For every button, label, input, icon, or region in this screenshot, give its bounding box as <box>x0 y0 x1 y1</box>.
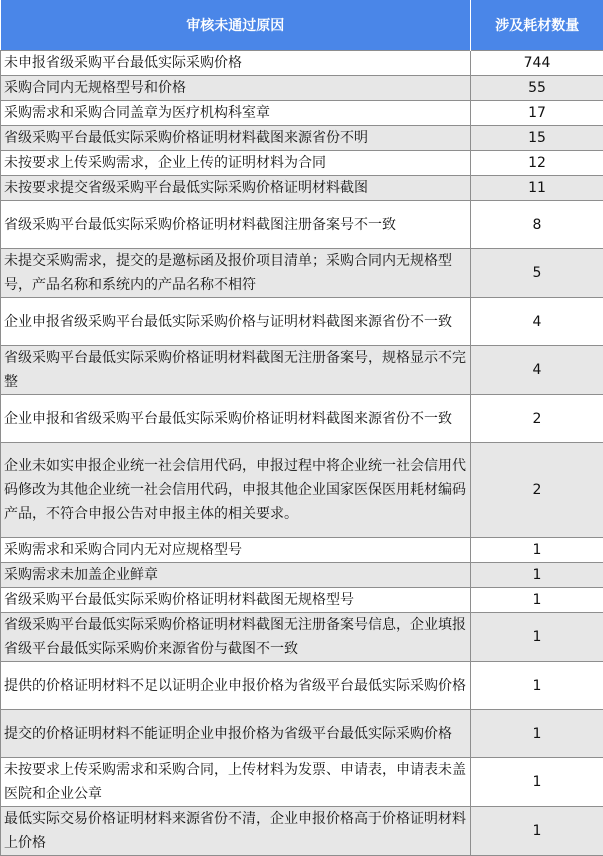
table-body <box>1 51 603 856</box>
count-cell: 5 <box>471 249 603 298</box>
count-cell: 12 <box>471 151 603 176</box>
reason-cell: 提交的价格证明材料不能证明企业申报价格为省级平台最低实际采购价格 <box>1 710 471 758</box>
table-row <box>1 662 603 710</box>
table-row <box>1 346 603 395</box>
count-cell: 2 <box>471 443 603 538</box>
reason-cell: 采购需求和采购合同内无对应规格型号 <box>1 538 471 563</box>
count-cell: 1 <box>471 758 603 807</box>
reason-cell: 省级采购平台最低实际采购价格证明材料截图注册备案号不一致 <box>1 201 471 249</box>
count-cell: 1 <box>471 563 603 588</box>
table-row <box>1 126 603 151</box>
count-cell: 1 <box>471 613 603 662</box>
count-cell: 17 <box>471 101 603 126</box>
count-cell: 1 <box>471 538 603 563</box>
reason-cell: 企业未如实申报企业统一社会信用代码，申报过程中将企业统一社会信用代码修改为其他企业统一社会信用代码，申报其他企业国家医保医用耗材编码产品，不符合申报公告对申报主体的相关要求。 <box>1 443 471 538</box>
table-row <box>1 201 603 249</box>
table-row <box>1 176 603 201</box>
table-row <box>1 710 603 758</box>
table-row <box>1 298 603 346</box>
reason-cell: 采购需求和采购合同盖章为医疗机构科室章 <box>1 101 471 126</box>
count-cell: 4 <box>471 346 603 395</box>
column-header-count: 涉及耗材数量 <box>471 0 603 51</box>
reason-cell: 最低实际交易价格证明材料来源省份不清，企业申报价格高于价格证明材料上价格 <box>1 807 471 856</box>
count-cell: 2 <box>471 395 603 443</box>
table-row <box>1 758 603 807</box>
reason-cell: 未按要求上传采购需求和采购合同，上传材料为发票、申请表，申请表未盖医院和企业公章 <box>1 758 471 807</box>
reason-cell: 省级采购平台最低实际采购价格证明材料截图来源省份不明 <box>1 126 471 151</box>
column-header-reason: 审核未通过原因 <box>1 0 471 51</box>
reason-cell: 采购合同内无规格型号和价格 <box>1 76 471 101</box>
table-row <box>1 807 603 856</box>
reason-cell: 未按要求上传采购需求，企业上传的证明材料为合同 <box>1 151 471 176</box>
count-cell: 1 <box>471 807 603 856</box>
table-row <box>1 563 603 588</box>
count-cell: 1 <box>471 588 603 613</box>
count-cell: 1 <box>471 710 603 758</box>
count-cell: 11 <box>471 176 603 201</box>
reason-cell: 企业申报和省级采购平台最低实际采购价格证明材料截图来源省份不一致 <box>1 395 471 443</box>
count-cell: 4 <box>471 298 603 346</box>
table-row <box>1 395 603 443</box>
reason-cell: 未按要求提交省级采购平台最低实际采购价格证明材料截图 <box>1 176 471 201</box>
table-row <box>1 588 603 613</box>
count-cell: 55 <box>471 76 603 101</box>
table-row <box>1 151 603 176</box>
reason-cell: 未申报省级采购平台最低实际采购价格 <box>1 51 471 76</box>
table-row <box>1 101 603 126</box>
table-row <box>1 76 603 101</box>
table-header-row <box>1 0 603 51</box>
reason-cell: 采购需求未加盖企业鲜章 <box>1 563 471 588</box>
table-row <box>1 51 603 76</box>
reason-cell: 提供的价格证明材料不足以证明企业申报价格为省级平台最低实际采购价格 <box>1 662 471 710</box>
table-row <box>1 538 603 563</box>
table-row <box>1 613 603 662</box>
table-row <box>1 249 603 298</box>
table-row <box>1 443 603 538</box>
reason-cell: 省级采购平台最低实际采购价格证明材料截图无注册备案号信息，企业填报省级平台最低实际采购价来源省份与截图不一致 <box>1 613 471 662</box>
reason-cell: 未提交采购需求，提交的是邀标函及报价项目清单；采购合同内无规格型号，产品名称和系统内的产品名称不相符 <box>1 249 471 298</box>
count-cell: 15 <box>471 126 603 151</box>
reason-cell: 省级采购平台最低实际采购价格证明材料截图无注册备案号，规格显示不完整 <box>1 346 471 395</box>
count-cell: 8 <box>471 201 603 249</box>
reason-cell: 企业申报省级采购平台最低实际采购价格与证明材料截图来源省份不一致 <box>1 298 471 346</box>
count-cell: 744 <box>471 51 603 76</box>
reason-cell: 省级采购平台最低实际采购价格证明材料截图无规格型号 <box>1 588 471 613</box>
count-cell: 1 <box>471 662 603 710</box>
